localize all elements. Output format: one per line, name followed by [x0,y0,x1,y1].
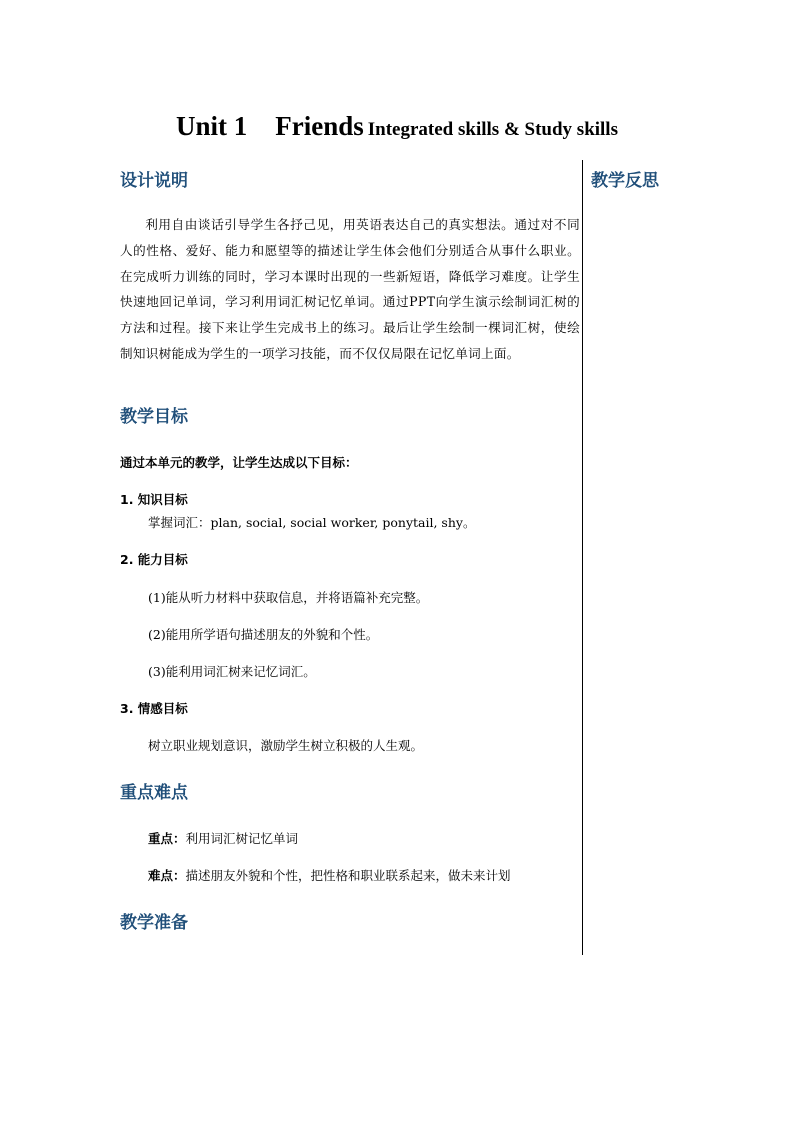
ability-title: 2. 能力目标 [120,552,188,567]
title-unit: Unit 1 [175,111,248,141]
difficult-point-text: 描述朋友外貌和个性，把性格和职业联系起来，做未来计划 [185,868,511,883]
ability-item-3: (3)能利用词汇树来记忆词汇。 [148,664,316,679]
heading-keypoints: 重点难点 [120,783,188,803]
document-title [0,108,794,149]
emotion-title: 3. 情感目标 [120,701,188,716]
key-point-text: 利用词汇树记忆单词 [185,831,299,846]
heading-reflection: 教学反思 [591,171,659,191]
knowledge-title: 1. 知识目标 [120,492,188,507]
knowledge-text: 掌握词汇：plan, social, social worker, ponytail, shy。 [148,515,476,530]
column-divider [582,160,583,955]
heading-objectives: 教学目标 [120,407,188,427]
key-point-label: 重点： [148,831,186,846]
objectives-intro: 通过本单元的教学，让学生达成以下目标： [120,455,358,470]
difficult-point-label: 难点： [148,868,186,883]
ability-item-1: (1)能从听力材料中获取信息，并将语篇补充完整。 [148,590,429,605]
difficult-point [148,867,511,885]
heading-preparation: 教学准备 [120,913,188,933]
key-point [148,830,298,848]
title-name: Friends [275,111,364,141]
emotion-text: 树立职业规划意识，激励学生树立积极的人生观。 [148,738,424,753]
design-paragraph: 利用自由谈话引导学生各抒己见，用英语表达自己的真实想法。通过对不同人的性格、爱好、能力和愿望等的描述让学生体会他们分别适合从事什么职业。在完成听力训练的同时，学习本课时出现的一些新短语，降低学习难度。让学生快速地回记单词，学习利用词汇树记忆单词。通过PPT向学生演示绘制词汇树的方法和过程。接下来让学生完成书上的练习。最后让学生绘制一棵词汇树，使绘制知识树能成为学生的一项学习技能，而不仅仅局限在记忆单词上面。 [120,217,580,361]
heading-design: 设计说明 [120,171,188,191]
ability-item-2: (2)能用所学语句描述朋友的外貌和个性。 [148,627,379,642]
title-subtitle: Integrated skills & Study skills [367,119,618,140]
